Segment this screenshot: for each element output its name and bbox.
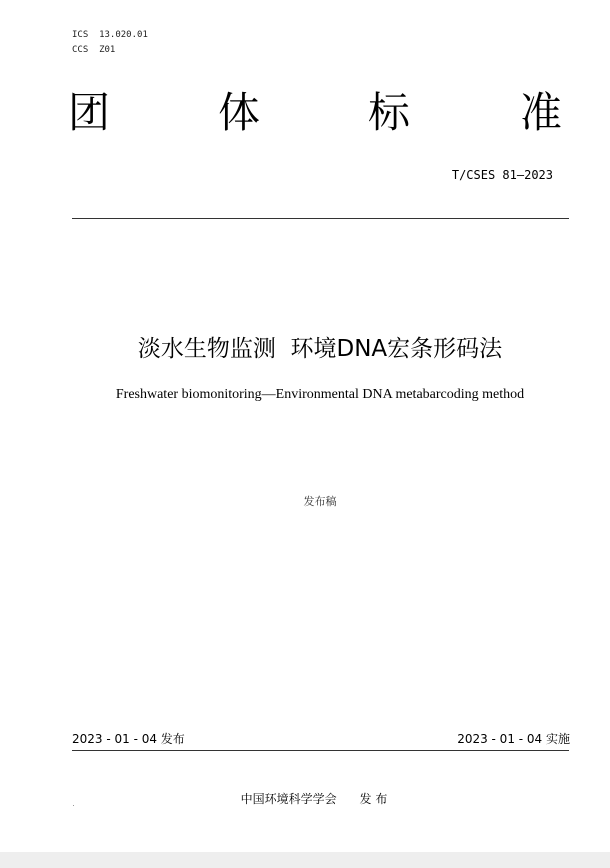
standard-type-char-3: 标: [368, 88, 411, 137]
implement-date: 2023 - 01 - 04 实施: [457, 732, 570, 746]
page-bottom-edge: [0, 852, 610, 868]
standard-type-char-2: 体: [218, 88, 261, 137]
standard-type-char-4: 准: [520, 88, 563, 137]
publish-date: 2023 - 01 - 04 发布: [72, 732, 185, 746]
standard-type-char-1: 团: [68, 88, 111, 137]
title-chinese: 淡水生物监测 环境DNA宏条形码法: [137, 336, 503, 362]
top-divider: [72, 218, 569, 219]
ccs-code: CCS Z01: [72, 45, 116, 55]
draft-status: 发布稿: [303, 495, 337, 508]
standard-number: T/CSES 81—2023: [451, 168, 553, 182]
bottom-divider: [72, 750, 569, 751]
title-english: Freshwater biomonitoring—Environmental DNA metabarcoding method: [115, 387, 525, 402]
ics-code: ICS 13.020.01: [72, 30, 148, 40]
publisher: 中国环境科学学会 发 布: [240, 792, 388, 806]
